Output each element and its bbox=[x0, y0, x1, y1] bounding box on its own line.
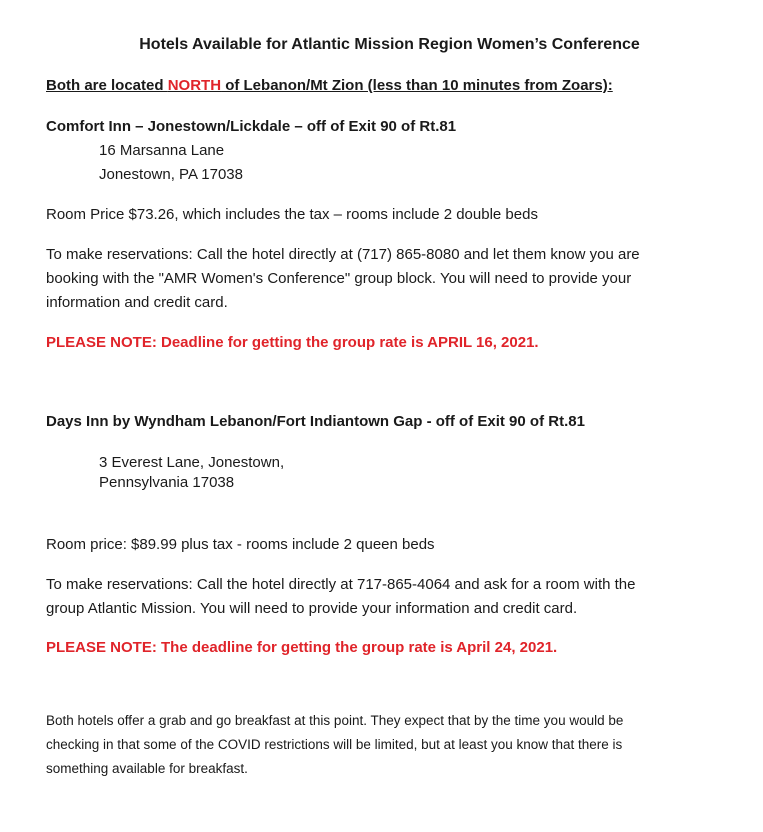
hotel2-reservation-line2: group Atlantic Mission. You will need to provide your information and credit card. bbox=[46, 600, 578, 617]
breakfast-line3: something available for breakfast. bbox=[46, 761, 248, 776]
hotel1-reservation-line3: information and credit card. bbox=[46, 294, 228, 311]
intro-emphasis-north: NORTH bbox=[167, 77, 222, 94]
intro-line bbox=[46, 74, 613, 98]
hotel1-address-line2: Jonestown, PA 17038 bbox=[99, 166, 243, 183]
hotel2-address-line1: 3 Everest Lane, Jonestown, bbox=[99, 454, 285, 471]
breakfast-line2: checking in that some of the COVID restrictions will be limited, but at least you know that there is bbox=[46, 737, 623, 752]
hotel1-address-line1: 16 Marsanna Lane bbox=[99, 142, 225, 159]
hotel1-price: Room Price $73.26, which includes the tax – rooms include 2 double beds bbox=[46, 206, 538, 223]
hotel2-address-line2: Pennsylvania 17038 bbox=[99, 474, 235, 491]
hotel1-deadline-note: PLEASE NOTE: Deadline for getting the group rate is APRIL 16, 2021. bbox=[46, 334, 539, 351]
hotel2-name: Days Inn by Wyndham Lebanon/Fort Indiantown Gap - off of Exit 90 of Rt.81 bbox=[46, 413, 585, 430]
hotel2-reservation-line1: To make reservations: Call the hotel directly at 717-865-4064 and ask for a room with the bbox=[46, 576, 636, 593]
hotel2-deadline-note: PLEASE NOTE: The deadline for getting the group rate is April 24, 2021. bbox=[46, 639, 558, 656]
intro-text-after: of Lebanon/Mt Zion (less than 10 minutes from Zoars): bbox=[221, 77, 613, 94]
hotel1-reservation-line2: booking with the "AMR Women's Conference" group block. You will need to provide your bbox=[46, 270, 632, 287]
hotel1-name: Comfort Inn – Jonestown/Lickdale – off of Exit 90 of Rt.81 bbox=[46, 118, 457, 135]
intro-text-before: Both are located bbox=[46, 77, 168, 94]
hotel1-reservation-line1: To make reservations: Call the hotel directly at (717) 865-8080 and let them know you are bbox=[46, 246, 640, 263]
hotel2-price: Room price: $89.99 plus tax - rooms include 2 queen beds bbox=[46, 536, 435, 553]
document-title: Hotels Available for Atlantic Mission Region Women’s Conference bbox=[139, 36, 640, 53]
breakfast-line1: Both hotels offer a grab and go breakfast at this point. They expect that by the time you would be bbox=[46, 713, 624, 728]
